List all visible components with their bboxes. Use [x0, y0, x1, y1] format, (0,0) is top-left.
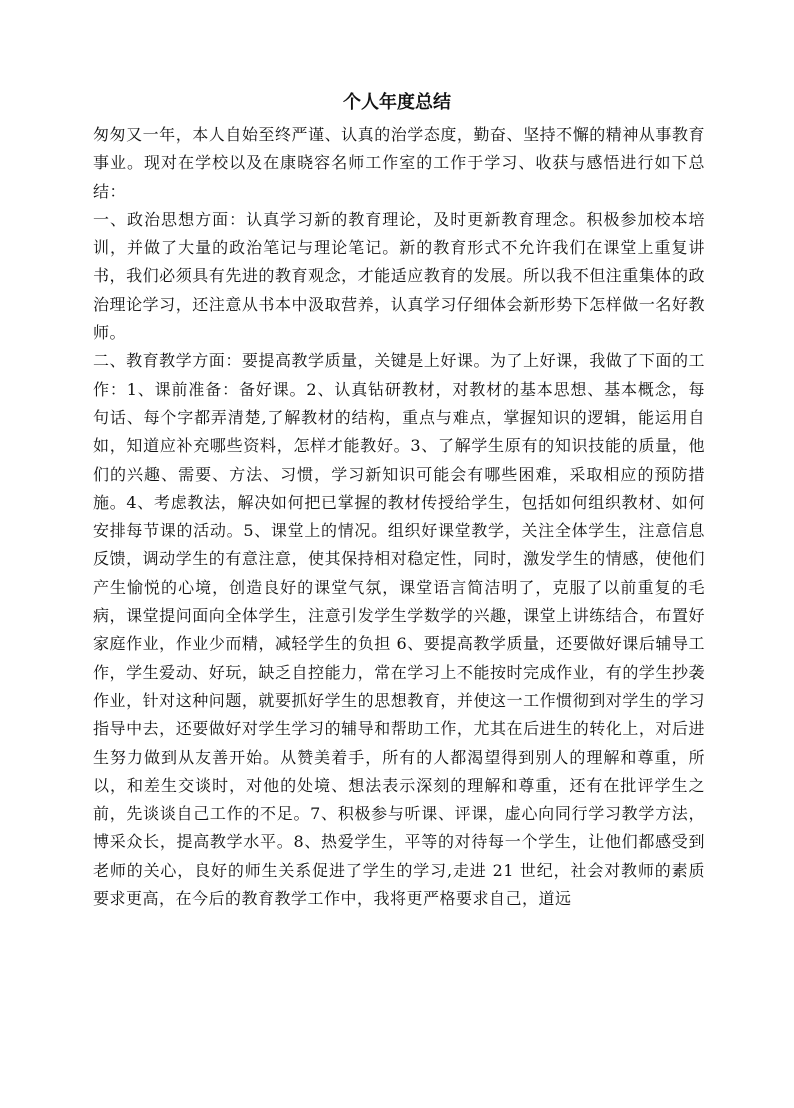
teaching-paragraph: 二、教育教学方面：要提高教学质量，关键是上好课。为了上好课，我做了下面的工作：1、课前准备：备好课。2、认真钻研教材，对教材的基本思想、基本概念，每句话、每个字都弄清楚,了解教材的结构，重点与难点，掌握知识的逻辑，能运用自如，知道应补充哪些资料，怎样才能教好。3、了解学生原有的知识技能的质量，他们的兴趣、需要、方法、习惯，学习新知识可能会有哪些困难，采取相应的预防措施。4、考虑教法，解决如何把已掌握的教材传授给学生，包括如何组织教材、如何安排每节课的活动。5、课堂上的情况。组织好课堂教学，关注全体学生，注意信息反馈，调动学生的有意注意，使其保持相对稳定性，同时，激发学生的情感，使他们产生愉悦的心境，创造良好的课堂气氛，课堂语言简洁明了，克服了以前重复的毛病，课堂提问面向全体学生，注意引发学生学数学的兴趣，课堂上讲练结合，布置好家庭作业，作业少而精，减轻学生的负担 6、要提高教学质量，还要做好课后辅导工作，学生爱动、好玩，缺乏自控能力，常在学习上不能按时完成作业，有的学生抄袭作业，针对这种问题，就要抓好学生的思想教育，并使这一工作惯彻到对学生的学习指导中去，还要做好对学生学习的辅导和帮助工作，尤其在后进生的转化上，对后进生努力做到从友善开始。从赞美着手，所有的人都渴望得到别人的理解和尊重，所以，和差生交谈时，对他的处境、想法表示深刻的理解和尊重，还有在批评学生之前，先谈谈自己工作的不足。7、积极参与听课、评课，虚心向同行学习教学方法，博采众长，提高教学水平。8、热爱学生，平等的对待每一个学生，让他们都感受到老师的关心，良好的师生关系促进了学生的学习,走进 21 世纪，社会对教师的素质要求更高，在今后的教育教学工作中，我将更严格要求自己，道远 [93, 351, 705, 909]
intro-paragraph: 匆匆又一年，本人自始至终严谨、认真的治学态度，勤奋、坚持不懈的精神从事教育事业。现对在学校以及在康晓容名师工作室的工作于学习、收获与感悟进行如下总结： [93, 125, 705, 201]
political-thought-paragraph: 一、政治思想方面：认真学习新的教育理论，及时更新教育理念。积极参加校本培训，并做了大量的政治笔记与理论笔记。新的教育形式不允许我们在课堂上重复讲书，我们必须具有先进的教育观念，才能适应教育的发展。所以我不但注重集体的政治理论学习，还注意从书本中汲取营养，认真学习仔细体会新形势下怎样做一名好教师。 [93, 209, 705, 343]
document-body [93, 121, 705, 913]
document-title: 个人年度总结 [343, 92, 451, 113]
